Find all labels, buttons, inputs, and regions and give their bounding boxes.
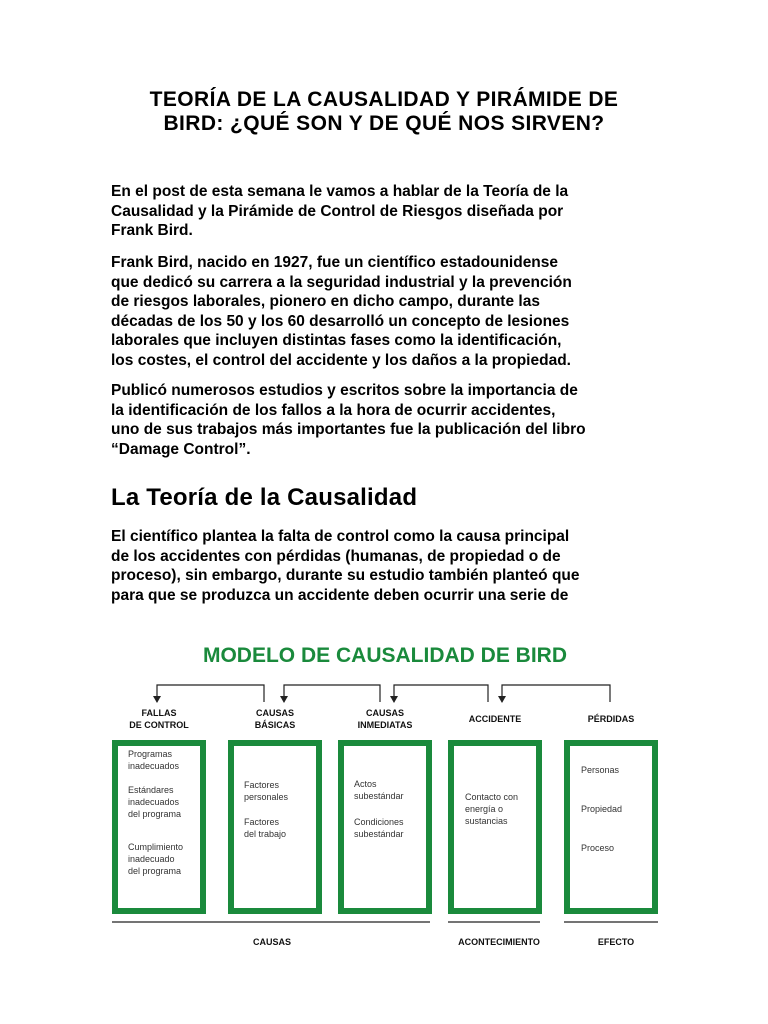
- column-box: [451, 743, 539, 911]
- paragraph-line: El científico plantea la falta de control como la causa principal: [111, 528, 570, 545]
- paragraph-line: Causalidad y la Pirámide de Control de Riesgos diseñada por: [111, 202, 564, 220]
- column-item-line: Personas: [581, 765, 620, 775]
- column-item-line: subestándar: [354, 829, 404, 839]
- connector-arrowhead: [390, 696, 398, 703]
- column-header-line: PÉRDIDAS: [587, 714, 635, 724]
- column-header-line: ACCIDENTE: [468, 714, 522, 724]
- column-item-line: Programas: [128, 749, 173, 759]
- paragraph-line: En el post de esta semana le vamos a hablar de la Teoría de la: [111, 183, 569, 200]
- connector-line: [284, 685, 380, 702]
- diagram-columns: [115, 708, 655, 911]
- paragraph-line: proceso), sin embargo, durante su estudio también planteó que: [111, 567, 580, 585]
- column-header-line: CAUSAS: [365, 708, 405, 718]
- column-item-line: sustancias: [465, 816, 508, 826]
- article-title: [100, 88, 668, 136]
- column-item-line: del programa: [128, 866, 182, 876]
- column-item-line: subestándar: [354, 791, 404, 801]
- column-item-line: Propiedad: [581, 804, 623, 814]
- paragraph-line: Frank Bird.: [111, 222, 193, 240]
- paragraph-line: de riesgos laborales, pionero en dicho campo, durante las: [111, 293, 540, 311]
- column-header-line: DE CONTROL: [129, 720, 189, 730]
- column-item-line: energía o: [465, 804, 504, 814]
- footer-label: EFECTO: [597, 937, 635, 947]
- diagram-column: [567, 714, 655, 911]
- footer-label: CAUSAS: [252, 937, 292, 947]
- paragraph-line: décadas de los 50 y los 60 desarrolló un concepto de lesiones: [111, 312, 570, 330]
- column-header-line: FALLAS: [141, 708, 177, 718]
- column-item-line: personales: [244, 792, 289, 802]
- connector-line: [157, 685, 264, 702]
- diagram-connectors: [153, 685, 610, 703]
- column-header-line: BÁSICAS: [254, 720, 296, 730]
- paragraph-line: la identificación de los fallos a la hora de ocurrir accidentes,: [111, 401, 556, 419]
- bird-causality-diagram: [112, 630, 658, 952]
- article-title-line-2: BIRD: ¿QUÉ SON Y DE QUÉ NOS SIRVEN?: [163, 112, 605, 135]
- diagram-footer: [112, 922, 658, 947]
- paragraph-line: que dedicó su carrera a la seguridad industrial y la prevención: [111, 273, 572, 291]
- column-item-line: del trabajo: [244, 829, 287, 839]
- column-item-line: Factores: [244, 817, 280, 827]
- column-item-line: Actos: [354, 779, 377, 789]
- column-item-line: Cumplimiento: [128, 842, 184, 852]
- paragraph-line: uno de sus trabajos más importantes fue la publicación del libro: [111, 421, 586, 439]
- paragraph-line: para que se produzca un accidente deben ocurrir una serie de: [111, 586, 569, 604]
- publications-paragraph: [111, 381, 671, 459]
- column-item-line: Condiciones: [354, 817, 404, 827]
- connector-arrowhead: [153, 696, 161, 703]
- paragraph-line: Frank Bird, nacido en 1927, fue un científico estadounidense: [111, 254, 559, 271]
- diagram-column: [451, 714, 539, 911]
- intro-paragraph: [111, 182, 671, 241]
- paragraph-line: los costes, el control del accidente y los daños a la propiedad.: [111, 351, 571, 369]
- column-item-line: Estándares: [128, 785, 174, 795]
- column-box: [341, 743, 429, 911]
- paragraph-line: “Damage Control”.: [111, 440, 251, 458]
- column-item-line: inadecuado: [128, 854, 175, 864]
- column-item-line: inadecuados: [128, 761, 180, 771]
- paragraph-line: Publicó numerosos estudios y escritos sobre la importancia de: [111, 382, 578, 399]
- causality-paragraph: [111, 527, 671, 605]
- column-item-line: Contacto con: [465, 792, 519, 802]
- section-heading: La Teoría de la Causalidad: [111, 484, 418, 511]
- diagram-column: [231, 708, 319, 911]
- paragraph-line: laborales que incluyen distintas fases como la identificación,: [111, 332, 562, 350]
- column-item-line: inadecuados: [128, 797, 180, 807]
- connector-line: [394, 685, 488, 702]
- diagram-column: [115, 708, 203, 911]
- column-item-line: Proceso: [581, 843, 615, 853]
- connector-line: [502, 685, 610, 702]
- article-title-line-1: TEORÍA DE LA CAUSALIDAD Y PIRÁMIDE DE: [149, 88, 619, 111]
- column-header-line: CAUSAS: [255, 708, 295, 718]
- connector-arrowhead: [280, 696, 288, 703]
- column-item-line: del programa: [128, 809, 182, 819]
- paragraph-line: de los accidentes con pérdidas (humanas, de propiedad o de: [111, 547, 561, 565]
- column-header-line: INMEDIATAS: [357, 720, 413, 730]
- diagram-canvas: [112, 630, 658, 952]
- diagram-column: [341, 708, 429, 911]
- footer-label: ACONTECIMIENTO: [458, 937, 540, 947]
- connector-arrowhead: [498, 696, 506, 703]
- column-box: [231, 743, 319, 911]
- diagram-title: MODELO DE CAUSALIDAD DE BIRD: [202, 644, 568, 667]
- column-item-line: Factores: [244, 780, 280, 790]
- biography-paragraph: [111, 253, 671, 371]
